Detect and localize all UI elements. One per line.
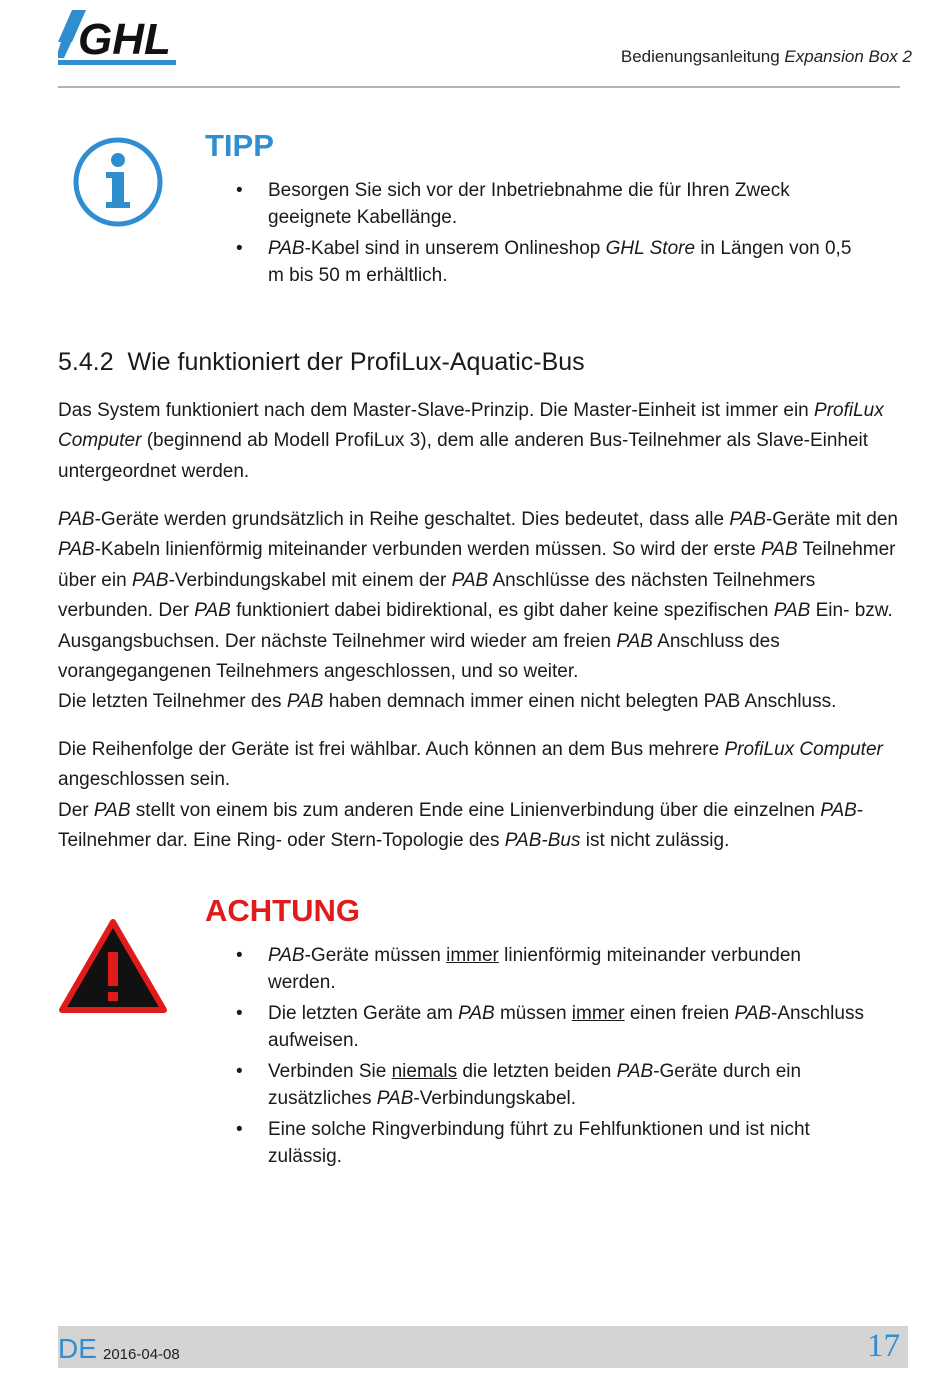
- header-title: Bedienungsanleitung Expansion Box 2: [620, 47, 912, 66]
- section-title: Wie funktioniert der ProfiLux-Aquatic-Bus: [127, 348, 585, 376]
- list-item: [268, 235, 858, 289]
- italic-term: PAB: [458, 1003, 495, 1024]
- italic-term: PAB: [773, 600, 811, 622]
- text-run: -Geräte mit den: [765, 509, 898, 530]
- text-run: Besorgen Sie sich vor der Inbetriebnahme die für Ihren Zweck geeignete Kabellänge.: [268, 180, 790, 228]
- warning-title: ACHTUNG: [205, 893, 360, 928]
- italic-term: PAB: [268, 945, 305, 966]
- list-item: [268, 1116, 868, 1170]
- text-run: linienförmig miteinander verbunden werden.: [268, 945, 801, 993]
- text-run: haben demnach immer einen nicht belegten PAB Anschluss.: [323, 691, 837, 713]
- text-run: Anschlüsse des nächsten Teilnehmers verbunden. Der: [58, 569, 816, 622]
- italic-term: PAB-Bus: [504, 830, 581, 852]
- italic-term: PAB: [734, 1003, 772, 1024]
- tip-list: [268, 177, 858, 293]
- text-run: -Teilnehmer dar. Eine Ring- oder Stern-Topologie des: [58, 799, 864, 852]
- text-run: Eine solche Ringverbindung führt zu Fehlfunktionen und ist nicht zulässig.: [268, 1119, 810, 1167]
- italic-term: PAB: [729, 509, 766, 530]
- text-run: Das System funktioniert nach dem Master-Slave-Prinzip. Die Master-Einheit ist immer ein: [58, 400, 815, 421]
- text-run: -Geräte werden grundsätzlich in Reihe geschaltet. Dies bedeutet, dass alle: [94, 509, 730, 530]
- italic-term: PAB: [451, 569, 489, 591]
- italic-term: PAB: [58, 509, 95, 530]
- logo-text: GHL: [78, 15, 171, 64]
- text-run: -Verbindungskabel mit einem der: [168, 569, 452, 591]
- paragraph-1: [58, 396, 908, 487]
- paragraph-2: [58, 505, 908, 718]
- header-divider: [58, 86, 900, 88]
- italic-term: PAB: [376, 1088, 414, 1109]
- text-run: -Kabeln linienförmig miteinander verbunden werden müssen. So wird der erste: [94, 539, 762, 561]
- text-run: die letzten beiden: [457, 1061, 617, 1082]
- text-run: -Anschluss aufweisen.: [268, 1003, 864, 1051]
- text-run: Die letzten Geräte am: [268, 1003, 459, 1024]
- text-run: (beginnend ab Modell ProfiLux 3), dem alle anderen Bus-Teilnehmer als Slave-Einheit untergeordnet werden.: [58, 430, 869, 482]
- footer-language: DE: [58, 1333, 97, 1364]
- underlined-term: immer: [571, 1003, 625, 1024]
- underlined-term: niemals: [391, 1061, 458, 1082]
- list-item: [268, 942, 868, 996]
- italic-term: PAB: [58, 539, 95, 561]
- text-run: Verbinden Sie: [268, 1061, 392, 1082]
- list-item: [268, 1000, 868, 1054]
- list-item: [268, 1058, 868, 1112]
- text-run: Die Reihenfolge der Geräte ist frei wählbar. Auch können an dem Bus mehrere: [58, 739, 725, 760]
- italic-term: PAB: [286, 691, 324, 713]
- text-run: einen freien: [624, 1003, 735, 1024]
- italic-term: PAB: [268, 238, 305, 259]
- italic-term: PAB: [194, 600, 231, 622]
- underlined-term: immer: [446, 945, 499, 966]
- italic-term: ProfiLux Computer: [724, 739, 883, 760]
- text-run: angeschlossen sein.: [58, 769, 231, 791]
- text-run: -Geräte müssen: [304, 945, 447, 966]
- warning-list: [268, 942, 868, 1174]
- italic-term: PAB: [761, 539, 798, 561]
- text-run: Ein- bzw. Ausgangsbuchsen. Der nächste Teilnehmer wird wieder am freien: [58, 600, 893, 652]
- text-run: -Verbindungskabel.: [413, 1088, 577, 1109]
- text-run: Die letzten Teilnehmer des: [58, 691, 287, 713]
- text-run: in Längen von 0,5 m bis 50 m erhältlich.: [268, 238, 852, 286]
- text-run: Der: [58, 799, 94, 821]
- section-number: 5.4.2: [58, 348, 114, 376]
- paragraph-3: [58, 735, 908, 857]
- info-icon: [72, 136, 164, 228]
- text-run: müssen: [494, 1003, 572, 1024]
- list-item: [268, 177, 858, 231]
- text-run: funktioniert dabei bidirektional, es gibt daher keine spezifischen: [230, 600, 774, 622]
- text-run: Teilnehmer über ein: [58, 539, 896, 591]
- text-run: -Geräte durch ein zusätzliches: [268, 1061, 802, 1109]
- tip-title: TIPP: [205, 128, 274, 163]
- page-number: 17: [867, 1328, 900, 1364]
- italic-term: PAB: [820, 799, 857, 821]
- italic-term: PAB: [616, 630, 653, 652]
- italic-term: PAB: [616, 1061, 654, 1082]
- footer-date: 2016-04-08: [103, 1346, 180, 1363]
- italic-term: GHL Store: [605, 238, 696, 259]
- warning-icon: [58, 918, 168, 1014]
- italic-term: PAB: [93, 799, 131, 821]
- section-heading: [58, 348, 585, 377]
- italic-term: ProfiLux Computer: [58, 400, 884, 452]
- text-run: -Kabel sind in unserem Onlineshop: [304, 238, 606, 259]
- text-run: stellt von einem bis zum anderen Ende eine Linienverbindung über die einzelnen: [130, 799, 821, 821]
- ghl-logo: [58, 8, 180, 68]
- text-run: ist nicht zulässig.: [580, 830, 730, 852]
- text-run: Anschluss des vorangegangenen Teilnehmers angeschlossen, und so weiter.: [58, 630, 780, 683]
- italic-term: PAB: [131, 569, 169, 591]
- footer-bar: [58, 1326, 908, 1368]
